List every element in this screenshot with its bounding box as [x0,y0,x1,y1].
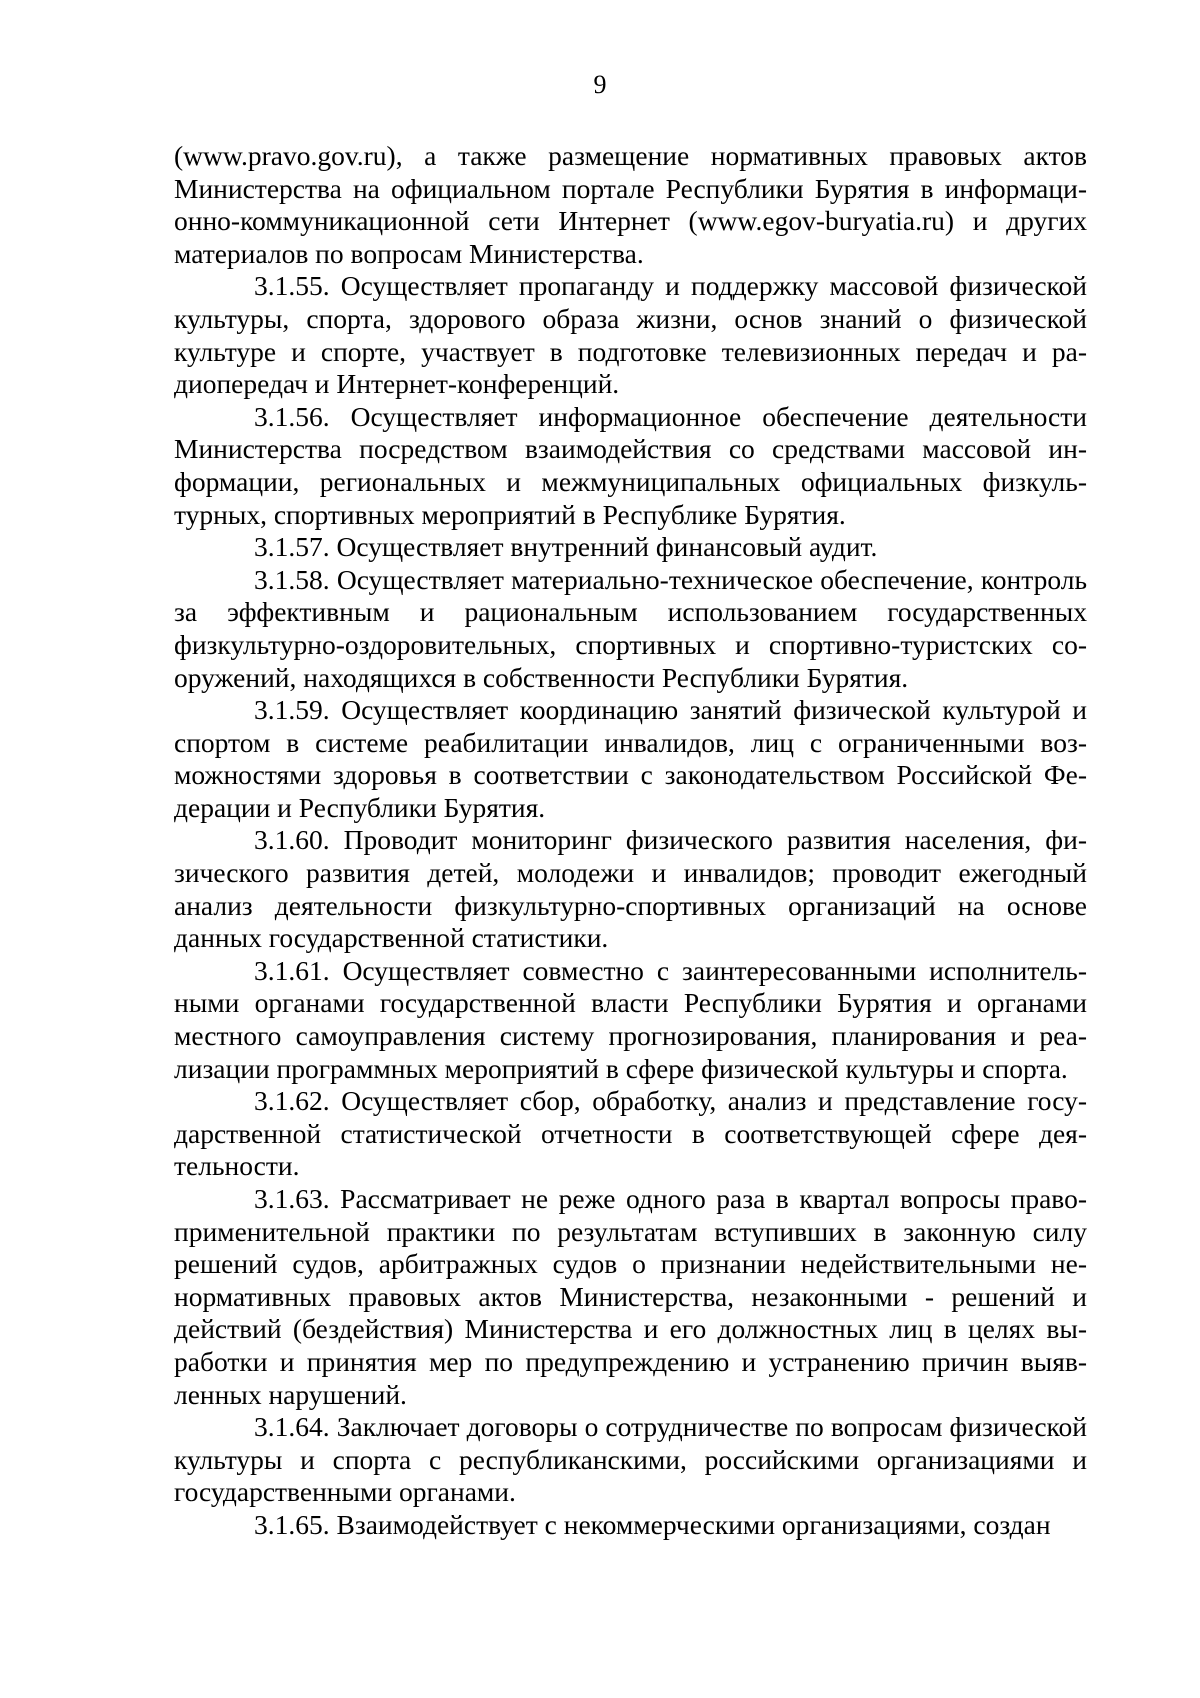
document-body [174,140,1087,1542]
paragraph-continuation: (www.pravo.gov.ru), а также размещение нормативных правовых актов Министерства на официальном портале Республики Бурятия в информационно-коммуникационной сети Интернет (www.egov-buryatia.ru) и других материалов по вопросам Министерства. [174,140,1087,269]
paragraph-3-1-56: 3.1.56. Осуществляет информационное обеспечение деятельности Министерства посредством взаимодействия со средствами массовой информации, региональных и межмуниципальных официальных физкультурных, спортивных мероприятий в Республике Бурятия. [174,400,1087,530]
paragraph-3-1-65: 3.1.65. Взаимодействует с некоммерческими организациями, создан [254,1508,1051,1540]
paragraph-3-1-62: 3.1.62. Осуществляет сбор, обработку, анализ и представление государственной статистической отчетности в соответствующей сфере деятельности. [174,1085,1087,1182]
page-number: 9 [593,70,607,99]
paragraph-3-1-61: 3.1.61. Осуществляет совместно с заинтересованными исполнительными органами государственной власти Республики Бурятия и органами местного самоуправления систему прогнозирования, планирования и реализации программных мероприятий в сфере физической культуры и спорта. [174,954,1087,1084]
paragraph-3-1-64: 3.1.64. Заключает договоры о сотрудничестве по вопросам физической культуры и спорта с республиканскими, российскими организациями и государственными органами. [174,1411,1087,1508]
paragraph-3-1-58: 3.1.58. Осуществляет материально-техническое обеспечение, контроль за эффективным и рациональным использованием государственных физкультурно-оздоровительных, спортивных и спортивно-туристских сооружений, находящихся в собственности Республики Бурятия. [174,563,1087,693]
paragraph-3-1-59: 3.1.59. Осуществляет координацию занятий физической культурой и спортом в системе реабилитации инвалидов, лиц с ограниченными возможностями здоровья в соответствии с законодательством Российской Федерации и Республики Бурятия. [174,694,1087,823]
paragraph-3-1-55: 3.1.55. Осуществляет пропаганду и поддержку массовой физической культуры, спорта, здорового образа жизни, основ знаний о физической культуре и спорте, участвует в подготовке телевизионных передач и радиопередач и Интернет-конференций. [174,270,1087,400]
paragraph-3-1-63: 3.1.63. Рассматривает не реже одного раза в квартал вопросы правоприменительной практики по результатам вступивших в законную силу решений судов, арбитражных судов о признании недействительными ненормативных правовых актов Министерства, незаконными - решений и действий (бездействия) Министерства и его должностных лиц в целях выработки и принятия мер по предупреждению и устранению причин выявленных нарушений. [174,1183,1087,1410]
paragraph-3-1-57: 3.1.57. Осуществляет внутренний финансовый аудит. [254,531,878,563]
paragraph-3-1-60: 3.1.60. Проводит мониторинг физического развития населения, физического развития детей, молодежи и инвалидов; проводит ежегодный анализ деятельности физкультурно-спортивных организаций на основе данных государственной статистики. [174,824,1087,954]
